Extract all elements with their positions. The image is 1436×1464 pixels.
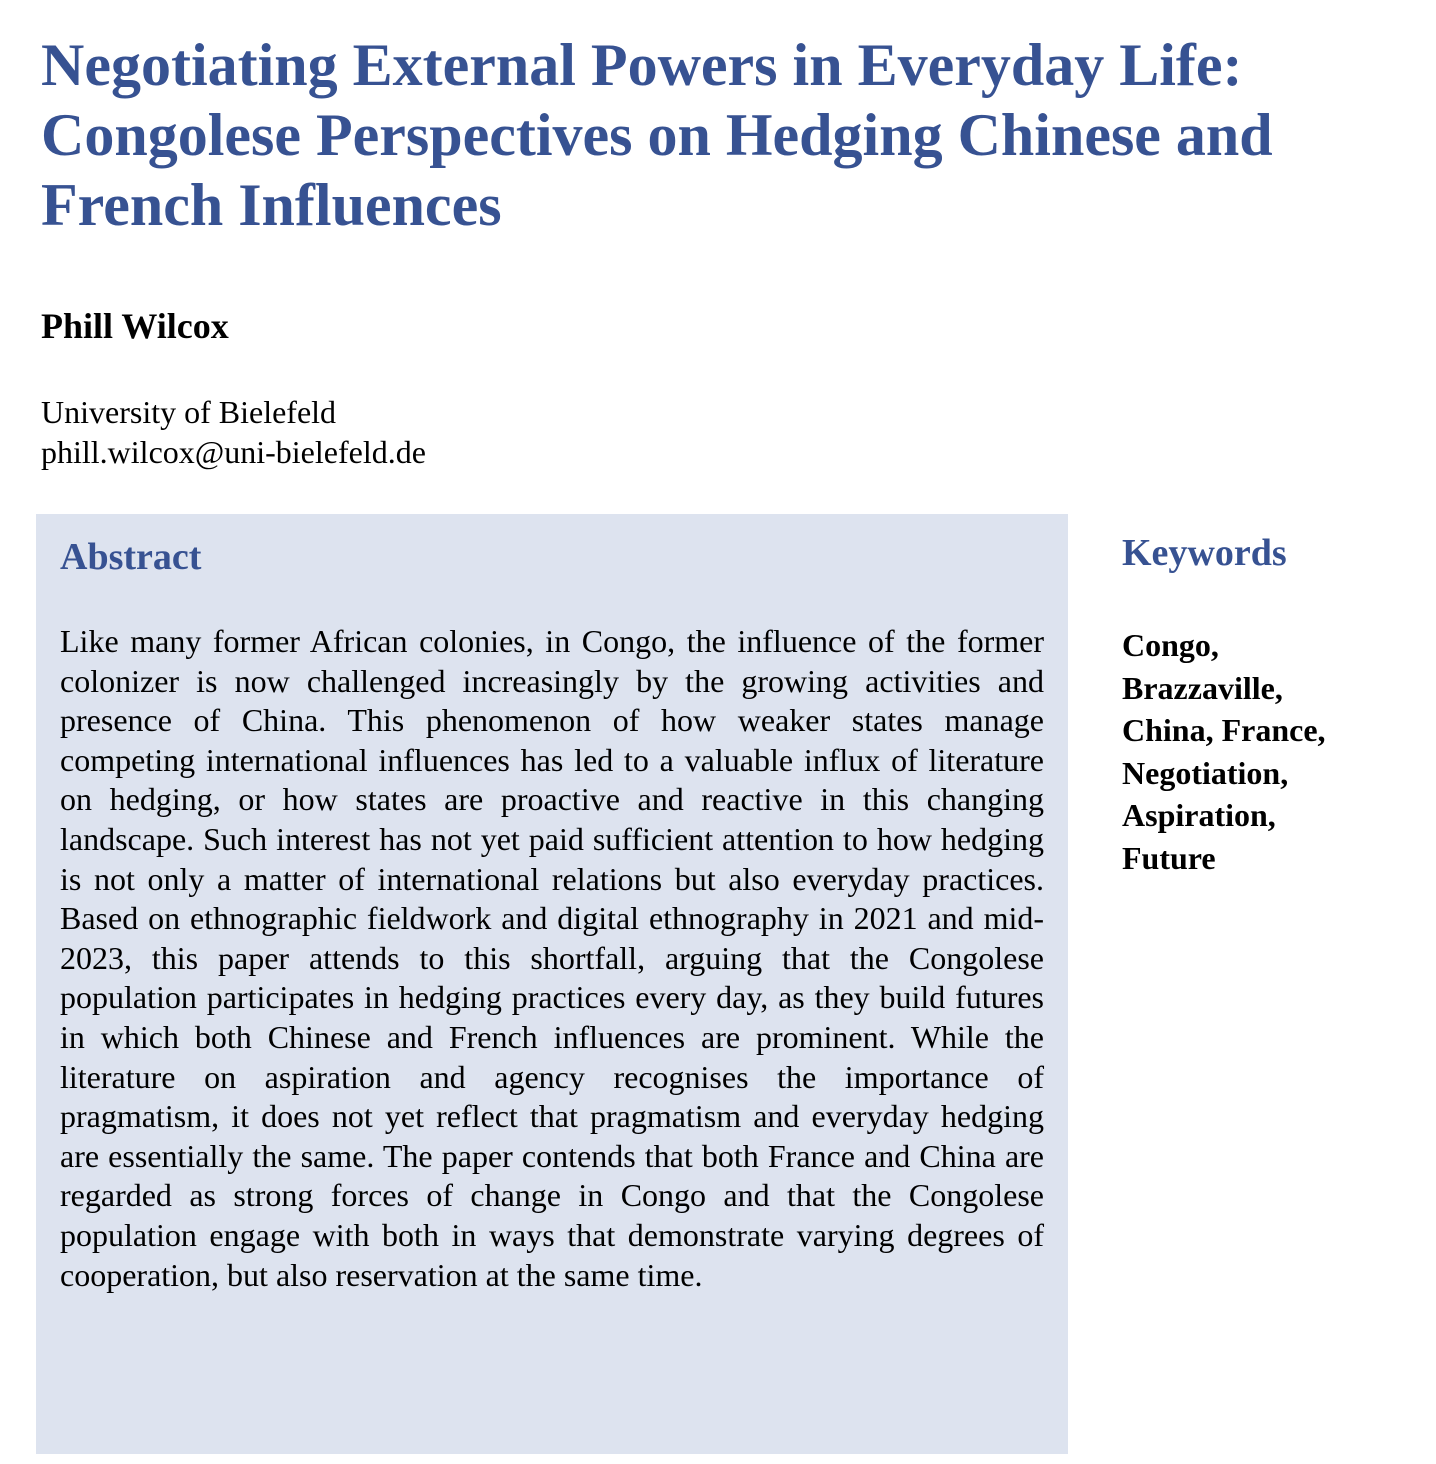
abstract-text: Like many former African colonies, in Congo, the influence of the former colonizer is now challenged increasingly by the growing activities and presence of China. This phenomenon of how weaker states manage competing international influences has led to a valuable influx of literature on hedging, or how states are proactive and reactive in this changing landscape. Such interest has not yet paid sufficient attention to how hedging is not only a matter of international relations but also everyday practices. Based on ethnographic fieldwork and digital ethnography in 2021 and mid-2023, this paper attends to this shortfall, arguing that the Congolese population participates in hedging practices every day, as they build futures in which both Chinese and French influences are prominent. While the literature on aspiration and agency recognises the importance of pragmatism, it does not yet reflect that pragmatism and everyday hedging are essentially the same. The paper contends that both France and China are regarded as strong forces of change in Congo and that the Congolese population engage with both in ways that demonstrate varying degrees of cooperation, but also reservation at the same time. bbox=[60, 623, 1044, 1293]
abstract-heading: Abstract bbox=[60, 536, 202, 578]
abstract-box bbox=[36, 514, 1068, 1454]
author-name: Phill Wilcox bbox=[41, 306, 229, 346]
keywords-heading: Keywords bbox=[1122, 532, 1287, 574]
keyword-line: China, France, bbox=[1122, 712, 1326, 748]
author-email: phill.wilcox@uni-bielefeld.de bbox=[41, 434, 426, 470]
paper-title: Negotiating External Powers in Everyday Life: Congolese Perspectives on Hedging Chinese and French Influences bbox=[41, 32, 1273, 238]
keyword-line: Negotiation, bbox=[1122, 754, 1289, 791]
keyword-line: Congo, bbox=[1122, 627, 1219, 663]
keyword-line: Aspiration, bbox=[1122, 797, 1276, 833]
author-affiliation-block bbox=[41, 392, 426, 472]
keyword-line: Brazzaville, bbox=[1122, 669, 1283, 706]
keywords-panel bbox=[1122, 530, 1422, 879]
keyword-line: Future bbox=[1122, 839, 1216, 876]
affiliation: University of Bielefeld bbox=[41, 394, 337, 430]
keywords-list bbox=[1122, 624, 1422, 879]
